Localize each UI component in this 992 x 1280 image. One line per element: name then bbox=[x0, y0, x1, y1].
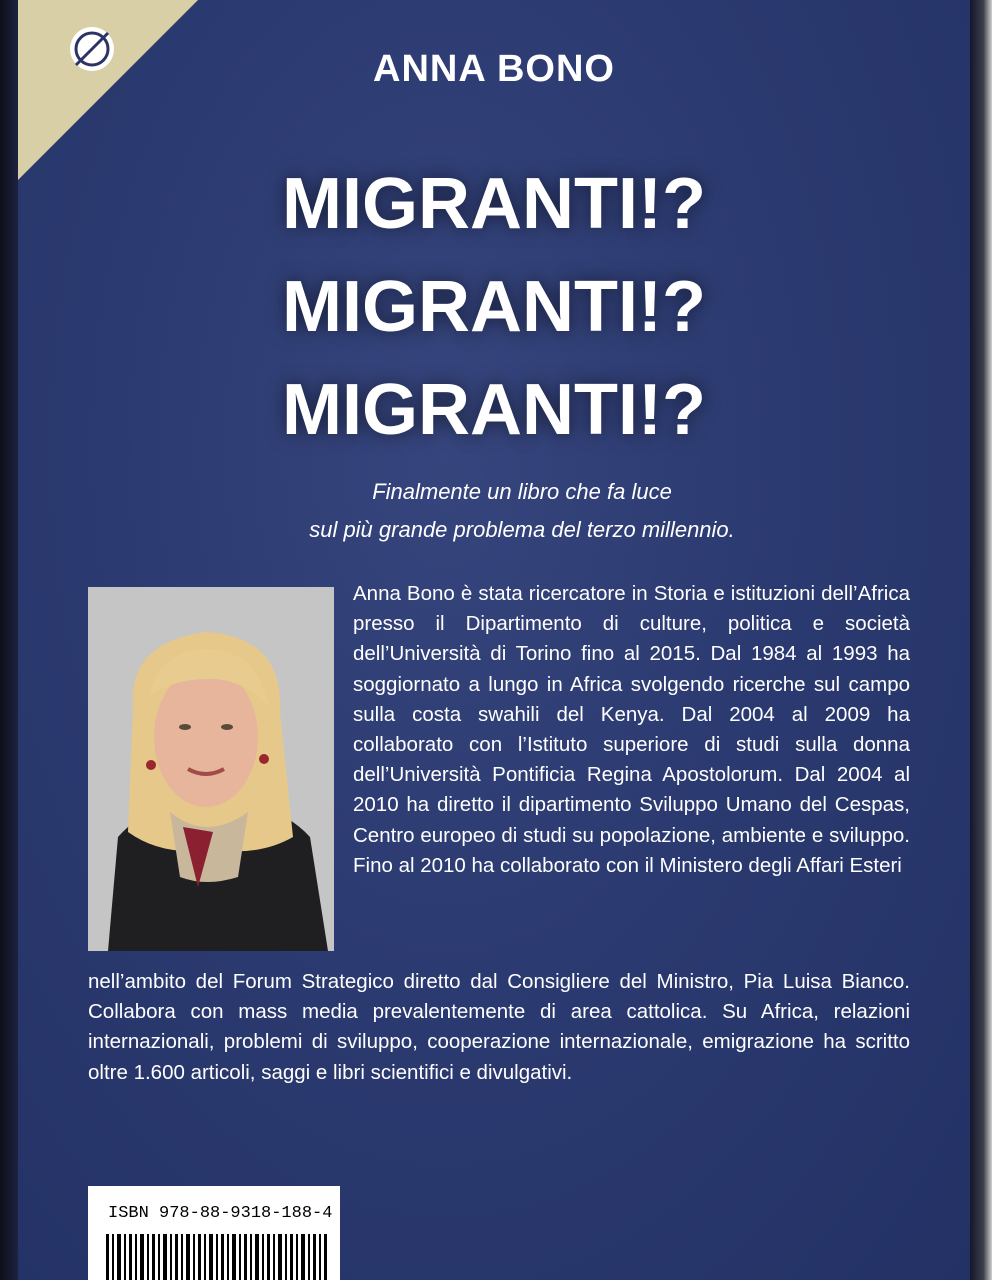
barcode-label bbox=[88, 1186, 340, 1280]
author-photo bbox=[88, 587, 334, 951]
author-name: ANNA BONO bbox=[373, 48, 615, 90]
author-bio-upper: Anna Bono è stata ricercatore in Storia e istituzioni dell’Africa presso il Dipartimento di culture, politica e società dell’Università di Torino fino al 2015. Dal 1984 al 1993 ha soggiornato a lungo in Africa svolgendo ricerche sul campo sulla costa swahili del Kenya. Dal 2004 al 2009 ha collaborato con l’Istituto superiore di studi sulla donna dell’Università Pontificia Regina Apostolorum. Dal 2004 al 2010 ha diretto il dipartimento Sviluppo Umano del Cespas, Centro europeo di studi su popolazione, ambiente e sviluppo. Fino al 2010 ha collaborato con il Ministero degli Affari Esteri bbox=[353, 582, 910, 877]
book-back-cover bbox=[18, 0, 970, 1280]
spine-shadow bbox=[0, 0, 18, 1280]
author-bio-lower: nell’ambito del Forum Strategico diretto dal Consigliere del Ministro, Pia Luisa Bianco. Collabora con mass media prevalentemente di area cattolica. Su Africa, relazioni internazionali, problemi di sviluppo, cooperazione internazionale, emigrazione ha scritto oltre 1.600 articoli, saggi e libri scientifici e divulgativi. bbox=[88, 970, 910, 1084]
tagline-line: sul più grande problema del terzo millennio. bbox=[309, 517, 735, 542]
isbn-number: ISBN 978-88-9318-188-4 bbox=[108, 1204, 333, 1223]
title-line: MIGRANTI!? bbox=[282, 370, 706, 450]
title-line: MIGRANTI!? bbox=[282, 267, 706, 347]
page-edge bbox=[970, 0, 992, 1280]
title-line: MIGRANTI!? bbox=[282, 164, 706, 244]
book-title bbox=[18, 153, 970, 462]
barcode-icon bbox=[106, 1234, 328, 1280]
tagline-line: Finalmente un libro che fa luce bbox=[372, 479, 672, 504]
tagline bbox=[18, 473, 970, 549]
